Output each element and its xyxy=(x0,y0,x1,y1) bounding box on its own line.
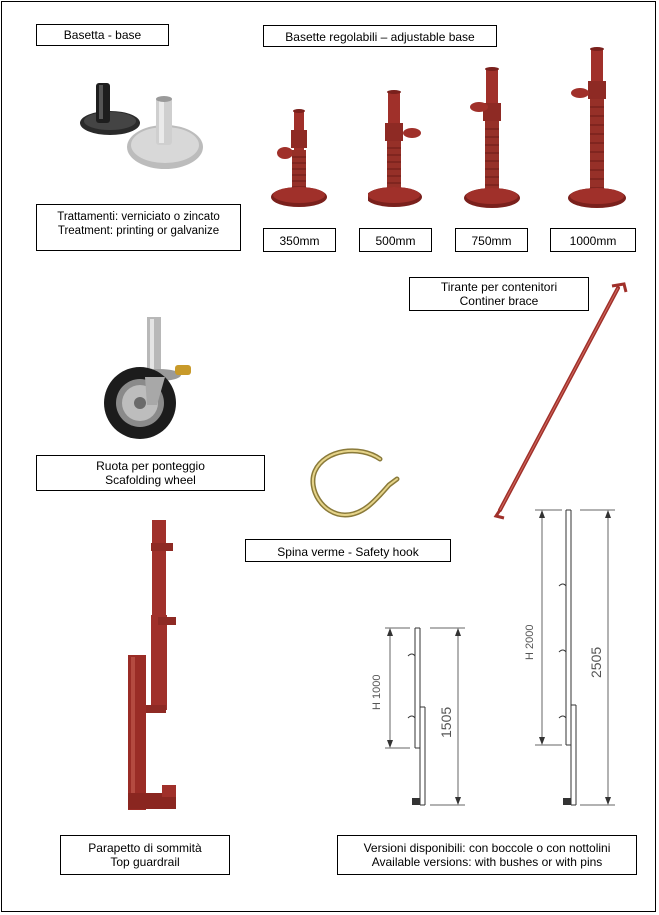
drawing-large-height: H 2000 xyxy=(524,624,536,660)
adjustable-base-750 xyxy=(462,65,532,215)
label-safety-hook: Spina verme - Safety hook xyxy=(245,539,451,562)
adjustable-base-350 xyxy=(270,105,340,215)
drawing-small-height: H 1000 xyxy=(371,674,383,710)
label-base: Basetta - base xyxy=(36,24,169,46)
label-1000mm: 1000mm xyxy=(550,228,636,252)
label-container-brace: Tirante per contenitori Continer brace xyxy=(409,277,589,311)
drawing-large-total: 2505 xyxy=(588,646,604,678)
adjustable-base-500 xyxy=(368,88,438,215)
drawing-small-total: 1505 xyxy=(438,706,454,738)
label-treatment: Trattamenti: verniciato o zincato Treatment: printing or galvanize xyxy=(36,204,241,251)
label-350mm: 350mm xyxy=(263,228,336,252)
base-plates-image xyxy=(70,75,220,180)
label-scaffolding-wheel: Ruota per ponteggio Scafolding wheel xyxy=(36,455,265,491)
label-500mm: 500mm xyxy=(359,228,432,252)
container-brace-image xyxy=(490,280,630,520)
label-available-versions: Versioni disponibili: con boccole o con nottolini Available versions: with bushes or with pins xyxy=(337,835,637,875)
adjustable-base-1000 xyxy=(566,45,636,215)
label-top-guardrail: Parapetto di sommità Top guardrail xyxy=(60,835,230,875)
label-adjustable-base: Basette regolabili – adjustable base xyxy=(263,25,497,47)
label-750mm: 750mm xyxy=(455,228,528,252)
top-guardrail-image xyxy=(118,515,188,815)
scaffolding-wheel-image xyxy=(95,315,205,440)
guardrail-technical-drawing xyxy=(350,500,630,815)
